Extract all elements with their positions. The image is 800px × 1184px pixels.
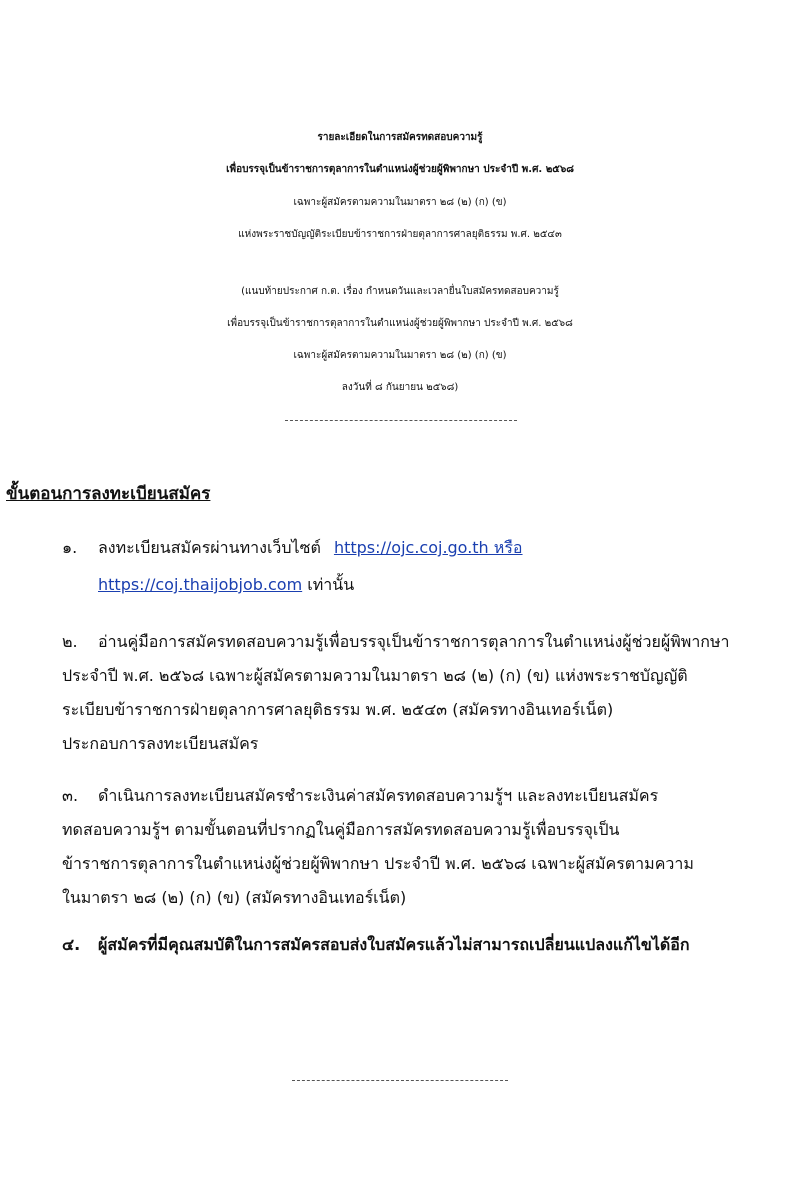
item-1-suffix: เท่านั้น bbox=[302, 575, 355, 594]
item-1-line-1 bbox=[98, 538, 794, 558]
annex-line-3: เฉพาะผู้สมัครตามความในมาตรา ๒๘ (๒) (ก) (ข) bbox=[293, 350, 507, 361]
document-title-line-2: เพื่อบรรจุเป็นข้าราชการตุลาการในตำแหน่งผู้ช่วยผู้พิพากษา ประจำปี พ.ศ. ๒๕๖๘ bbox=[226, 164, 574, 175]
item-2-line-1: อ่านคู่มือการสมัครทดสอบความรู้เพื่อบรรจุเป็นข้าราชการตุลาการในตำแหน่งผู้ช่วยผู้พิพากษา bbox=[98, 632, 730, 651]
document-subtitle-line-2: แห่งพระราชบัญญัติระเบียบข้าราชการฝ่ายตุลาการศาลยุติธรรม พ.ศ. ๒๕๔๓ bbox=[238, 229, 562, 240]
item-1-text: ลงทะเบียนสมัครผ่านทางเว็บไซต์ bbox=[98, 538, 326, 557]
item-2-line-3: ระเบียบข้าราชการฝ่ายตุลาการศาลยุติธรรม พ.ศ. ๒๕๔๓ (สมัครทางอินเทอร์เน็ต) bbox=[62, 700, 614, 719]
ojc-website-link[interactable]: https://ojc.coj.go.th หรือ bbox=[333, 538, 523, 557]
item-3-line-2: ทดสอบความรู้ฯ ตามขั้นตอนที่ปรากฏในคู่มือการสมัครทดสอบความรู้เพื่อบรรจุเป็น bbox=[62, 820, 620, 839]
item-4-line-1: ผู้สมัครที่มีคุณสมบัติในการสมัครสอบส่งใบสมัครแล้วไม่สามารถเปลี่ยนแปลงแก้ไขได้อีก bbox=[98, 935, 690, 954]
item-1-line-2 bbox=[98, 575, 794, 595]
section-heading: ขั้นตอนการลงทะเบียนสมัคร bbox=[6, 484, 211, 504]
item-2-line-4: ประกอบการลงทะเบียนสมัคร bbox=[62, 734, 259, 753]
item-4-number: ๔. bbox=[62, 935, 81, 954]
item-1-number: ๑. bbox=[62, 538, 78, 557]
document-title-line-1: รายละเอียดในการสมัครทดสอบความรู้ bbox=[317, 132, 483, 143]
thaijobjob-website-link[interactable]: https://coj.thaijobjob.com bbox=[98, 575, 303, 594]
item-2-number: ๒. bbox=[62, 632, 78, 651]
item-3-line-1: ดำเนินการลงทะเบียนสมัครชำระเงินค่าสมัครทดสอบความรู้ฯ และลงทะเบียนสมัคร bbox=[98, 786, 659, 805]
item-3-line-4: ในมาตรา ๒๘ (๒) (ก) (ข) (สมัครทางอินเทอร์เน็ต) bbox=[62, 888, 407, 907]
annex-line-2: เพื่อบรรจุเป็นข้าราชการตุลาการในตำแหน่งผู้ช่วยผู้พิพากษา ประจำปี พ.ศ. ๒๕๖๘ bbox=[227, 318, 573, 329]
item-3-number: ๓. bbox=[62, 786, 79, 805]
item-3-line-3: ข้าราชการตุลาการในตำแหน่งผู้ช่วยผู้พิพากษา ประจำปี พ.ศ. ๒๕๖๘ เฉพาะผู้สมัครตามความ bbox=[62, 854, 694, 873]
document-subtitle-line-1: เฉพาะผู้สมัครตามความในมาตรา ๒๘ (๒) (ก) (ข) bbox=[293, 197, 507, 208]
bottom-dashed-divider bbox=[292, 1080, 508, 1081]
annex-line-4: ลงวันที่ ๘ กันยายน ๒๕๖๘) bbox=[341, 382, 459, 393]
annex-line-1: (แนบท้ายประกาศ ก.ต. เรื่อง กำหนดวันและเวลายื่นใบสมัครทดสอบความรู้ bbox=[241, 286, 559, 297]
item-2-line-2: ประจำปี พ.ศ. ๒๕๖๘ เฉพาะผู้สมัครตามความในมาตรา ๒๘ (๒) (ก) (ข) แห่งพระราชบัญญัติ bbox=[62, 666, 688, 685]
top-dashed-divider bbox=[285, 420, 517, 421]
